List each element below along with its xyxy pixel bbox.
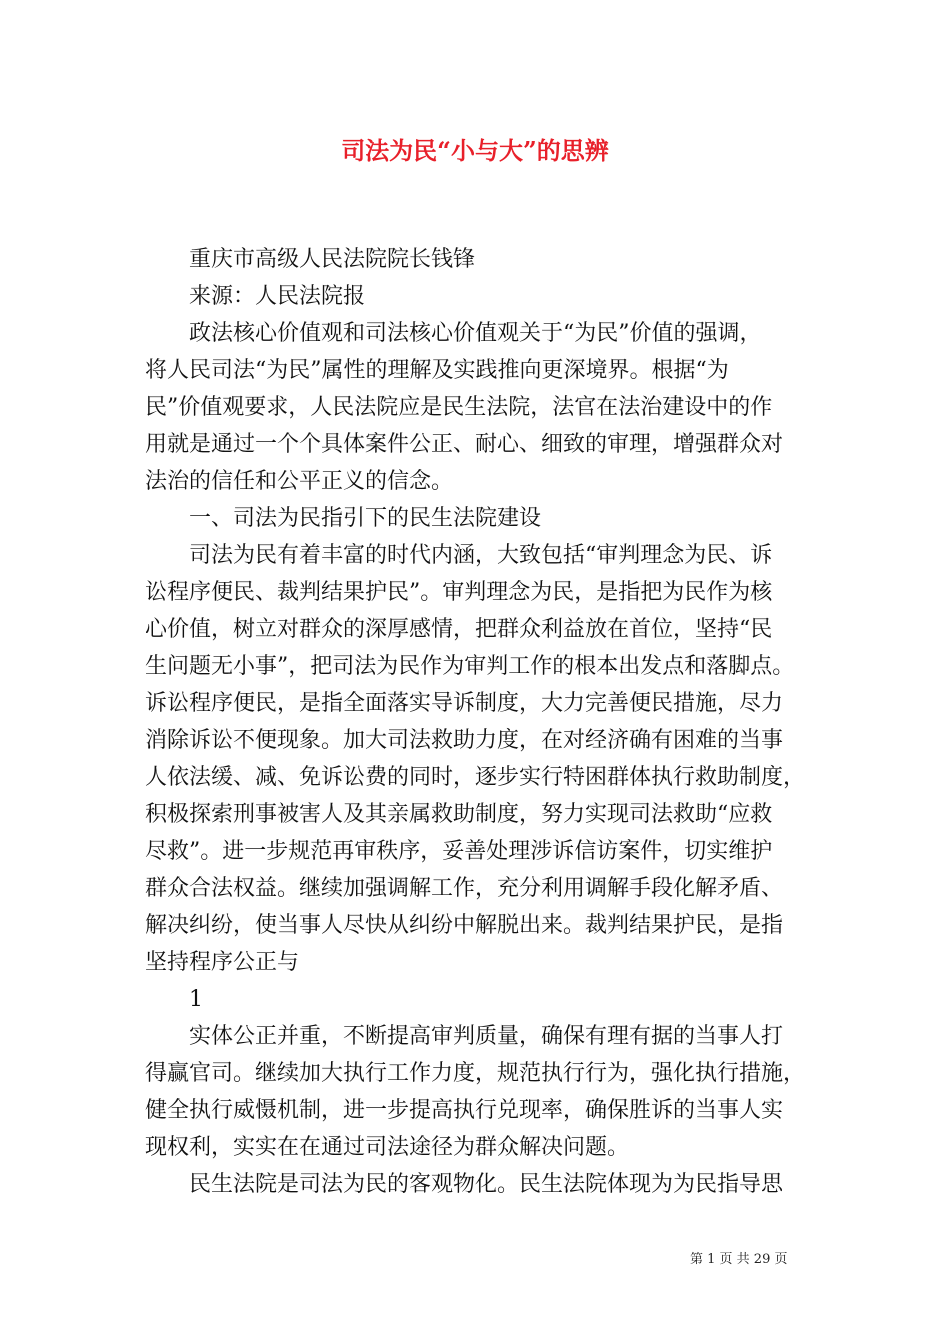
document-title: 司法为民“小与大”的思辨	[341, 136, 609, 165]
paragraph-line: 讼程序便民、裁判结果护民”。审判理念为民，是指把为民作为核	[145, 580, 773, 605]
paragraph-line: 用就是通过一个个具体案件公正、耐心、细致的审理，增强群众对	[145, 432, 784, 457]
paragraph-line: 尽救”。进一步规范再审秩序，妥善处理涉诉信访案件，切实维护	[145, 839, 773, 864]
author-line: 重庆市高级人民法院院长钱锋	[189, 247, 476, 272]
paragraph-line: 群众合法权益。继续加强调解工作，充分利用调解手段化解矛盾、	[145, 876, 784, 901]
section-heading: 一、司法为民指引下的民生法院建设	[189, 506, 542, 531]
source-line: 来源：人民法院报	[189, 284, 366, 309]
page-footer: 第 1 页 共 29 页	[690, 1252, 788, 1267]
paragraph-line: 人依法缓、减、免诉讼费的同时，逐步实行特困群体执行救助制度，	[145, 765, 806, 790]
paragraph-line: 司法为民有着丰富的时代内涵，大致包括“审判理念为民、诉	[189, 543, 773, 568]
paragraph-line: 将人民司法“为民”属性的理解及实践推向更深境界。根据“为	[145, 358, 729, 383]
paragraph-line: 法治的信任和公平正义的信念。	[145, 469, 454, 494]
paragraph-line: 政法核心价值观和司法核心价值观关于“为民”价值的强调，	[189, 321, 762, 346]
inline-page-number: 1	[189, 987, 203, 1012]
paragraph-line: 解决纠纷，使当事人尽快从纠纷中解脱出来。裁判结果护民，是指	[145, 913, 784, 938]
paragraph-line: 消除诉讼不便现象。加大司法救助力度，在对经济确有困难的当事	[145, 728, 784, 753]
paragraph-line: 得赢官司。继续加大执行工作力度，规范执行行为，强化执行措施，	[145, 1061, 806, 1086]
paragraph-line: 诉讼程序便民，是指全面落实导诉制度，大力完善便民措施，尽力	[145, 691, 784, 716]
paragraph-line: 心价值，树立对群众的深厚感情，把群众利益放在首位，坚持“民	[145, 617, 773, 642]
paragraph-line: 生问题无小事”，把司法为民作为审判工作的根本出发点和落脚点。	[145, 654, 795, 679]
paragraph-line: 坚持程序公正与	[145, 950, 300, 975]
paragraph-line: 民生法院是司法为民的客观物化。民生法院体现为为民指导思	[189, 1172, 784, 1197]
paragraph-line: 积极探索刑事被害人及其亲属救助制度，努力实现司法救助“应救	[145, 802, 773, 827]
paragraph-line: 实体公正并重，不断提高审判质量，确保有理有据的当事人打	[189, 1024, 784, 1049]
paragraph-line: 健全执行威慑机制，进一步提高执行兑现率，确保胜诉的当事人实	[145, 1098, 784, 1123]
paragraph-line: 民”价值观要求，人民法院应是民生法院，法官在法治建设中的作	[145, 395, 773, 420]
paragraph-line: 现权利，实实在在通过司法途径为群众解决问题。	[145, 1135, 630, 1160]
document-body	[145, 241, 809, 1203]
